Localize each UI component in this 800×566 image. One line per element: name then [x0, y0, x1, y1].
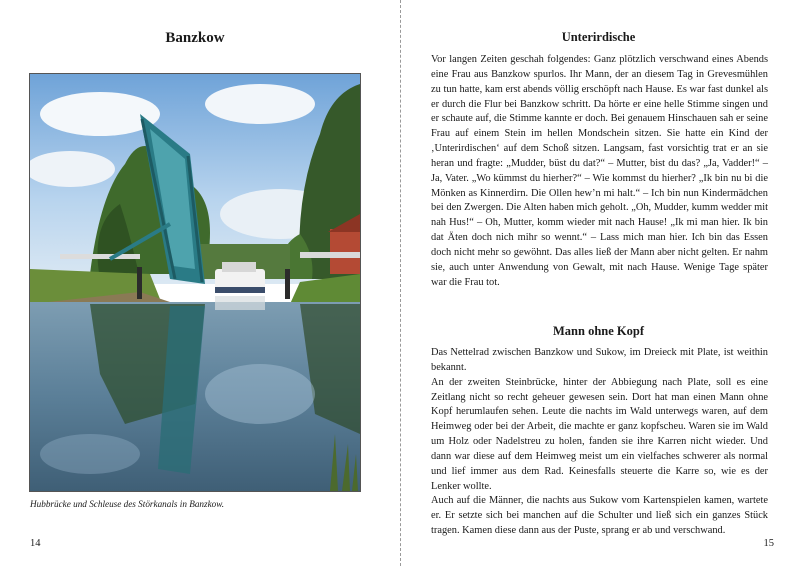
paragraph: Auch auf die Männer, die nachts aus Sukow vom Kartenspielen kamen, wartete er. Er setzte sich bei manchen auf die Schulter und ließ sich ein ganzes Stück tragen. Kamen diese dann aus der Puste, sprang er ab und verschwand. — [431, 495, 768, 537]
section-body-unterirdische — [431, 53, 768, 291]
page-title: Banzkow — [165, 30, 225, 46]
page-number-left: 14 — [30, 538, 41, 549]
section-heading-mann-ohne-kopf: Mann ohne Kopf — [553, 324, 644, 338]
photo-caption: Hubbrücke und Schleuse des Störkanals in Banzkow. — [30, 499, 225, 509]
paragraph: An der zweiten Steinbrücke, hinter der Abbiegung nach Plate, soll es eine Zeitlang nicht so recht geheuer gewesen sein. Dort hat man einen Mann ohne Kopf herumlaufen sehen. Leute die nachts im Wald unterwegs waren, auf dem Heimweg oder bei der Arbeit, die machte er ganz kopfscheu. Waren sie im Wald um Holz oder Nadelstreu zu holen, fanden sie ihre Karren nicht wieder. Und dann war diese auf dem Heimweg meist um ein vielfaches schwerer als normal und lief immer aus dem Rad. Keinesfalls steuerte die Karre so, wie es der Lenker wollte. — [431, 376, 768, 492]
photo-lift-bridge — [29, 73, 361, 492]
right-page — [401, 0, 800, 566]
section-body-mann-ohne-kopf — [431, 346, 768, 539]
page-number-right: 15 — [763, 538, 774, 549]
paragraph: Das Nettelrad zwischen Banzkow und Sukow, im Dreieck mit Plate, ist weithin bekannt. — [431, 347, 768, 373]
paragraph: Vor langen Zeiten geschah folgendes: Ganz plötzlich verschwand eines Abends eine Frau aus Banzkow spurlos. Ihr Mann, der an diesem Tag in Grevesmühlen zu tun hatte, kam erst abends völlig erschöpft nach Hause. Es war fast dunkel als er durch die Flur bei Banzkow schritt. Da hörte er eine helle Stimme singen und er schaute auf, die Stimme kannte er doch. Bei genauem Hinschauen sah er seine Frau auf einem Stein im hellen Mondschein sitzen. Sie hatte ein Kind der ‚Unterirdischen‘ auf dem Schoß sitzen. Langsam, fast vorsichtig trat er an sie heran und fragte: „Mudder, büst du dat?“ – Mutter, bist du das? „Ja, Vadder!“ – Ja, Vater. „Wo kümmst du hierher?“ – Wie kommst du hierher? „Ik bin nu bi die Mönken as Kinnerdirn. Die Ollen hew’n mi halt.“ – Ich bin nun Kindermädchen bei den Zwergen. Die Alten haben mich geholt. „Oh, Mudder, kumm wedder mit nah Hus!“ – Oh, Mutter, komm wieder mit nach Hause! „Ik mi man hier. Ik bin dat Äten doch nich mihr so wennt.“ – Lass mich man hier. Ich bin das Essen doch nicht mehr so gewöhnt. Das alles ließ der Mann aber nicht gelten. Er nahm sie, auch unter Anwendung von Gewalt, mit nach Hause. Wenige Tage später war die Frau tot. — [431, 54, 768, 288]
section-heading-unterirdische: Unterirdische — [561, 30, 636, 44]
